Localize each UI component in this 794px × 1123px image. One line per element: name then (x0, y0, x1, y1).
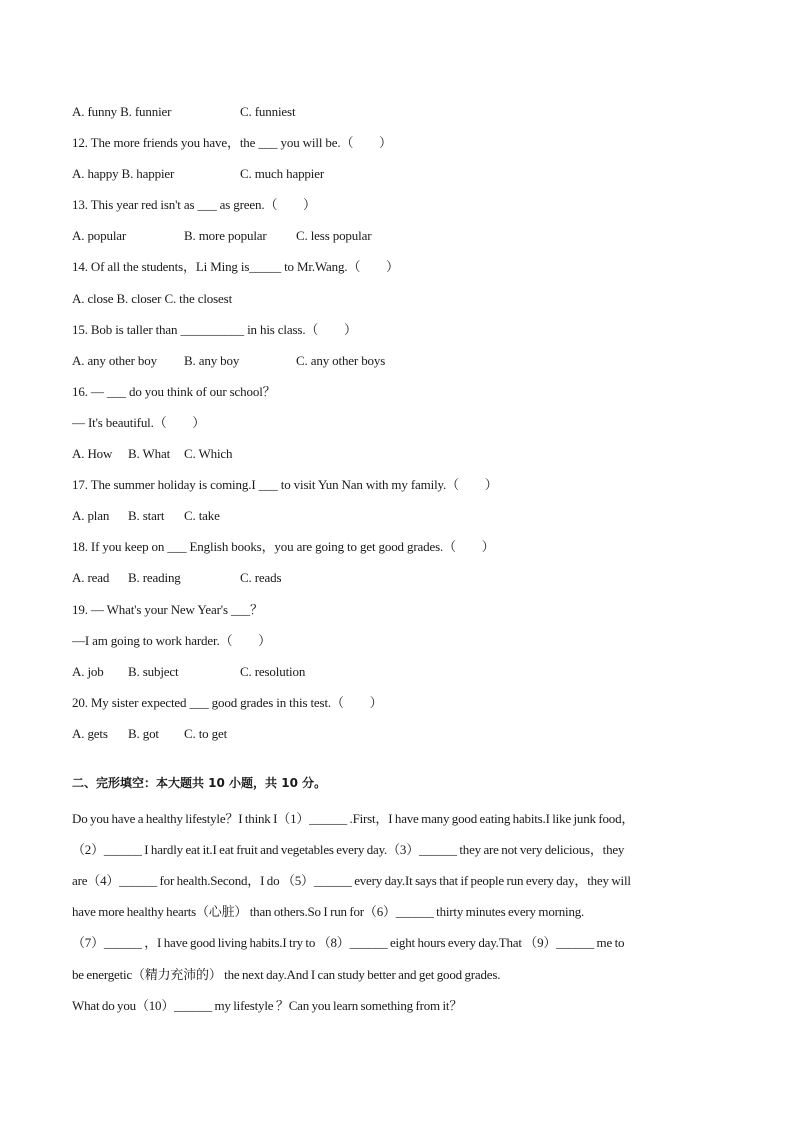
section-spacer (72, 754, 722, 772)
q19-option-a: A. job (72, 663, 104, 679)
q18-option-c: C. reads (240, 570, 282, 586)
q15-stem: 15. Bob is taller than __________ in his class.（ ） (72, 321, 357, 337)
passage-line: （7）______ ，I have good living habits.I try to （8）______ eight hours every day.That （9）______ me to (72, 935, 625, 951)
q16-option-a: A. How (72, 446, 113, 462)
q19-options (72, 661, 722, 692)
passage-line: are（4）______ for health.Second，I do （5）______ every day.It says that if people run every day，they will (72, 873, 631, 889)
q13-stem: 13. This year red isn't as ___ as green.（ ） (72, 197, 316, 213)
q20-option-b: B. got (128, 725, 159, 741)
q14-stem: 14. Of all the students，Li Ming is_____ to Mr.Wang.（ ） (72, 259, 399, 275)
q17-option-a: A. plan (72, 508, 110, 524)
q14-options (72, 288, 722, 319)
cloze-passage (72, 803, 717, 1021)
q19-option-c: C. resolution (240, 663, 306, 679)
passage-line: have more healthy hearts（心脏） than others.So I run for（6）______ thirty minutes every morning. (72, 904, 585, 920)
q12-stem: 12. The more friends you have，the ___ you will be.（ ） (72, 135, 392, 151)
q15-option-b: B. any boy (184, 352, 240, 368)
q19-stem: 19. — What's your New Year's ___？ (72, 601, 263, 617)
q11-options (72, 101, 722, 132)
exam-page (72, 101, 722, 1021)
q17-stem: 17. The summer holiday is coming.I ___ to visit Yun Nan with my family.（ ） (72, 477, 498, 493)
q11-option-c: C. funniest (240, 104, 296, 119)
q18-options (72, 567, 722, 598)
q19-reply: —I am going to work harder.（ ） (72, 632, 271, 648)
q20-options (72, 723, 722, 754)
q13-options (72, 225, 722, 256)
q20-stem: 20. My sister expected ___ good grades in this test.（ ） (72, 694, 383, 710)
section-title: 二、完形填空：本大题共 10 小题，共 10 分。 (72, 775, 327, 790)
q18-stem: 18. If you keep on ___ English books，you are going to get good grades.（ ） (72, 539, 495, 555)
q16-stem: 16. — ___ do you think of our school？ (72, 383, 276, 399)
q16-options (72, 443, 722, 474)
q16-option-b: B. What (128, 446, 171, 462)
q13-option-b: B. more popular (184, 228, 267, 244)
passage-line: Do you have a healthy lifestyle？I think I（1）______ .First，I have many good eating habits.I like junk food， (72, 811, 635, 827)
q17-options (72, 505, 722, 536)
passage-line: be energetic（精力充沛的） the next day.And I can study better and get good grades. (72, 966, 501, 982)
q11-option-ab: A. funny B. funnier (72, 104, 172, 119)
passage-line: （2）______ I hardly eat it.I eat fruit and vegetables every day.（3）______ they are not very delicious，they (72, 842, 625, 858)
q16-option-c: C. Which (184, 446, 233, 462)
q12-option-ab: A. happy B. happier (72, 166, 175, 182)
q17-option-c: C. take (184, 508, 220, 524)
q13-option-a: A. popular (72, 228, 127, 244)
q18-option-a: A. read (72, 570, 110, 586)
q12-options (72, 163, 722, 194)
q16-reply: — It's beautiful.（ ） (72, 414, 206, 430)
q14-option-abc: A. close B. closer C. the closest (72, 290, 233, 306)
q18-option-b: B. reading (128, 570, 181, 586)
q15-option-c: C. any other boys (296, 352, 386, 368)
q17-option-b: B. start (128, 508, 165, 524)
q13-option-c: C. less popular (296, 228, 372, 244)
passage-line: What do you（10）______ my lifestyle ？Can you learn something from it？ (72, 997, 463, 1013)
q12-option-c: C. much happier (240, 166, 325, 182)
q15-options (72, 350, 722, 381)
q19-option-b: B. subject (128, 663, 179, 679)
q15-option-a: A. any other boy (72, 352, 157, 368)
q20-option-a: A. gets (72, 725, 108, 741)
q20-option-c: C. to get (184, 725, 228, 741)
